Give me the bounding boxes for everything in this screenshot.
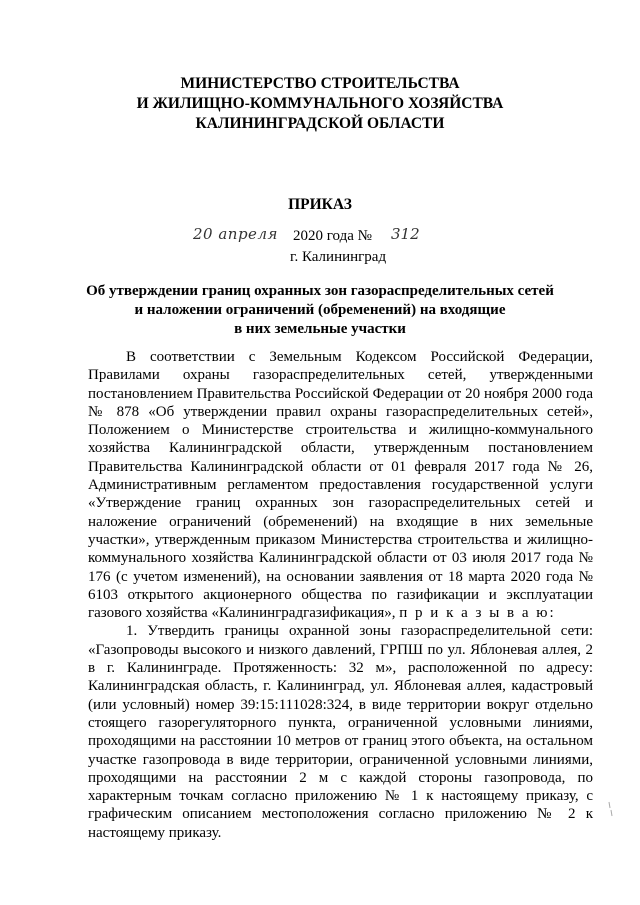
item-1-paragraph: 1. Утвердить границы охранной зоны газораспределительной сети: «Газопроводы высокого и низкого давлений, ГРПШ по ул. Яблоневая аллея, 2 в г. Калининграде. Протяженность: 32 м», расположенной по адресу: Калининградская область, г. Калининград, ул. Яблоневая аллея, кадастровый (или условный) номер 39:15:111028:324, в виде территории вокруг отдельно стоящего газорегуляторного пункта, ограниченной условными линиями, проходящими на расстоянии 10 метров от границ этого объекта, на остальном участке газопровода в виде территории, ограниченной условными линиями, проходящими на расстоянии 2 м с каждой стороны газопровода, по характерным точкам согласно приложению № 1 к настоящему приказу, с графическим описанием местоположения согласно приложению № 2 к настоящему приказу. xyxy=(88,623,593,841)
ministry-line-2: И ЖИЛИЩНО-КОММУНАЛЬНОГО ХОЗЯЙСТВА xyxy=(136,95,504,112)
order-subject xyxy=(0,282,640,339)
ministry-line-3: КАЛИНИНГРАДСКОЙ ОБЛАСТИ xyxy=(195,115,445,132)
handwritten-number: 312 xyxy=(391,225,420,243)
year-number-label: 2020 года № xyxy=(293,228,372,244)
document-type-title: ПРИКАЗ xyxy=(288,196,352,213)
subject-line-2: и наложении ограничений (обременений) на входящие xyxy=(134,302,506,318)
city-name: г. Калининград xyxy=(290,249,387,265)
order-body xyxy=(88,348,593,842)
subject-line-3: в них земельные участки xyxy=(234,321,406,337)
date-number-line xyxy=(193,226,493,250)
order-word: п р и к а з ы в а ю: xyxy=(399,605,556,622)
handwritten-date: 20 апреля xyxy=(193,225,278,243)
ministry-header xyxy=(0,74,640,134)
margin-scan-mark xyxy=(607,800,615,820)
preamble-text: В соответствии с Земельным Кодексом Российской Федерации, Правилами охраны газораспределительных сетей, утвержденными постановлением Правительства Российской Федерации от 20 ноября 2000 года № 878 «Об утверждении правил охраны газораспределительных сетей», Положением о Министерстве строительства и жилищно-коммунального хозяйства Калининградской области, утвержденным постановлением Правительства Калининградской области от 01 февраля 2017 года № 26, Административным регламентом предоставления государственной услуги «Утверждение границ охранных зон газораспределительных сетей и наложение ограничений (обременений) на входящие в них земельные участки», утвержденным приказом Министерства строительства и жилищно-коммунального хозяйства Калининградской области от 03 июля 2017 года № 176 (с учетом изменений), на основании заявления от 18 марта 2020 года № 6103 открытого акционерного общества по газификации и эксплуатации газового хозяйства «Калининградгазификация», xyxy=(88,349,593,622)
ministry-line-1: МИНИСТЕРСТВО СТРОИТЕЛЬСТВА xyxy=(180,75,460,92)
subject-line-1: Об утверждении границ охранных зон газораспределительных сетей xyxy=(86,283,554,299)
preamble-paragraph xyxy=(88,348,593,622)
